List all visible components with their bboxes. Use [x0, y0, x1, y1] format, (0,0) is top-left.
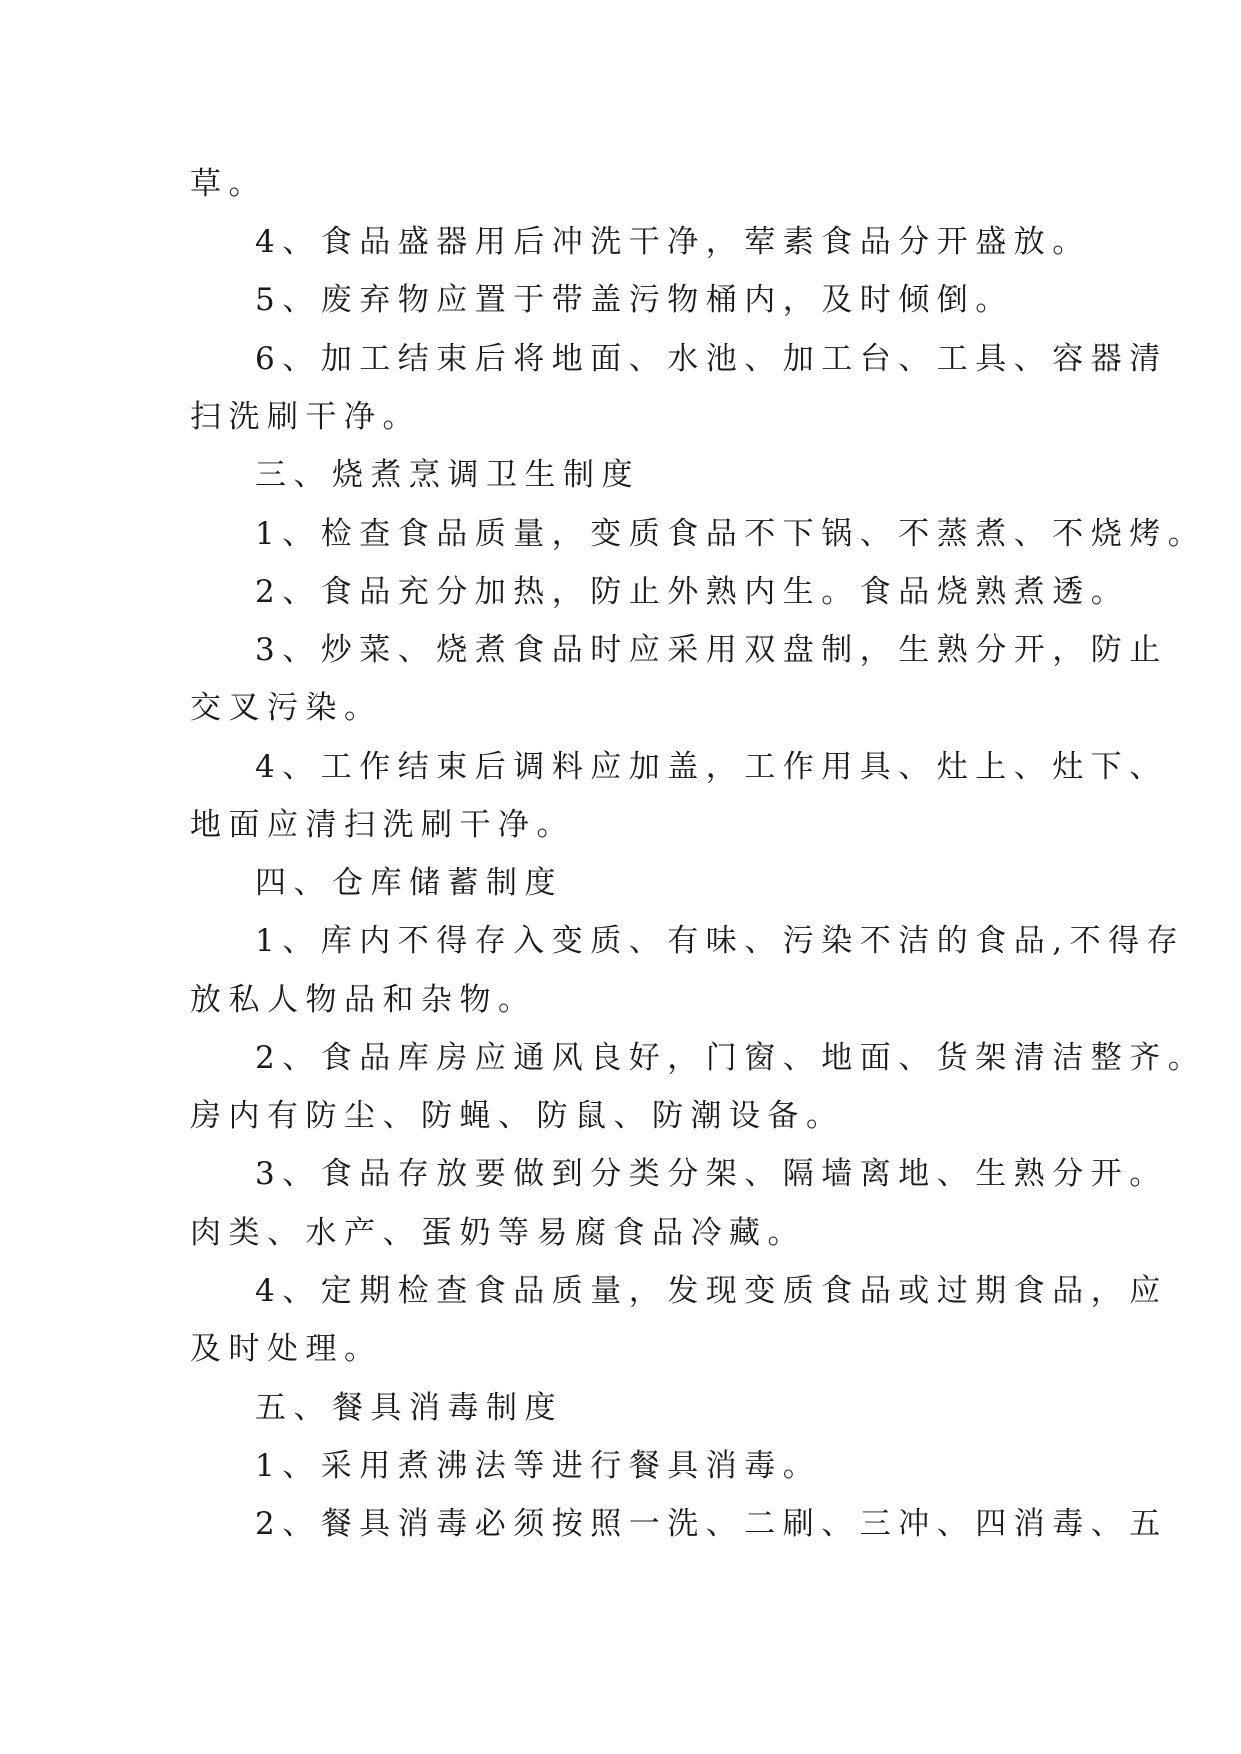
text-line: 4、定期检查食品质量，发现变质食品或过期食品，应 [255, 1273, 1168, 1309]
text-line: 4、食品盛器用后冲洗干净，荤素食品分开盛放。 [255, 224, 1091, 260]
text-line: 放私人物品和杂物。 [190, 982, 537, 1018]
text-line: 2、食品库房应通风良好，门窗、地面、货架清洁整齐。 [255, 1040, 1207, 1076]
text-line: 地面应清扫洗刷干净。 [190, 807, 575, 843]
text-line: 草。 [190, 166, 267, 202]
text-line: 肉类、水产、蛋奶等易腐食品冷藏。 [190, 1215, 806, 1251]
section-heading: 五、餐具消毒制度 [255, 1390, 563, 1426]
text-line: 扫洗刷干净。 [190, 399, 421, 435]
text-line: 房内有防尘、防蝇、防鼠、防潮设备。 [190, 1098, 845, 1134]
text-line: 5、废弃物应置于带盖污物桶内，及时倾倒。 [255, 282, 1014, 318]
text-line: 4、工作结束后调料应加盖，工作用具、灶上、灶下、 [255, 749, 1168, 785]
text-line: 1、采用煮沸法等进行餐具消毒。 [255, 1448, 822, 1484]
text-line: 3、炒菜、烧煮食品时应采用双盘制，生熟分开，防止 [255, 632, 1168, 668]
text-line: 及时处理。 [190, 1331, 383, 1367]
text-line: 2、食品充分加热，防止外熟内生。食品烧熟煮透。 [255, 574, 1130, 610]
section-heading: 四、仓库储蓄制度 [255, 865, 563, 901]
section-heading: 三、烧煮烹调卫生制度 [255, 457, 640, 493]
text-line: 6、加工结束后将地面、水池、加工台、工具、容器清 [255, 341, 1168, 377]
text-line: 3、食品存放要做到分类分架、隔墙离地、生熟分开。 [255, 1156, 1168, 1192]
text-line: 1、库内不得存入变质、有味、污染不洁的食品,不得存 [255, 923, 1186, 959]
text-line: 交叉污染。 [190, 690, 383, 726]
text-line: 1、检查食品质量，变质食品不下锅、不蒸煮、不烧烤。 [255, 516, 1207, 552]
text-line: 2、餐具消毒必须按照一洗、二刷、三冲、四消毒、五 [255, 1506, 1168, 1542]
